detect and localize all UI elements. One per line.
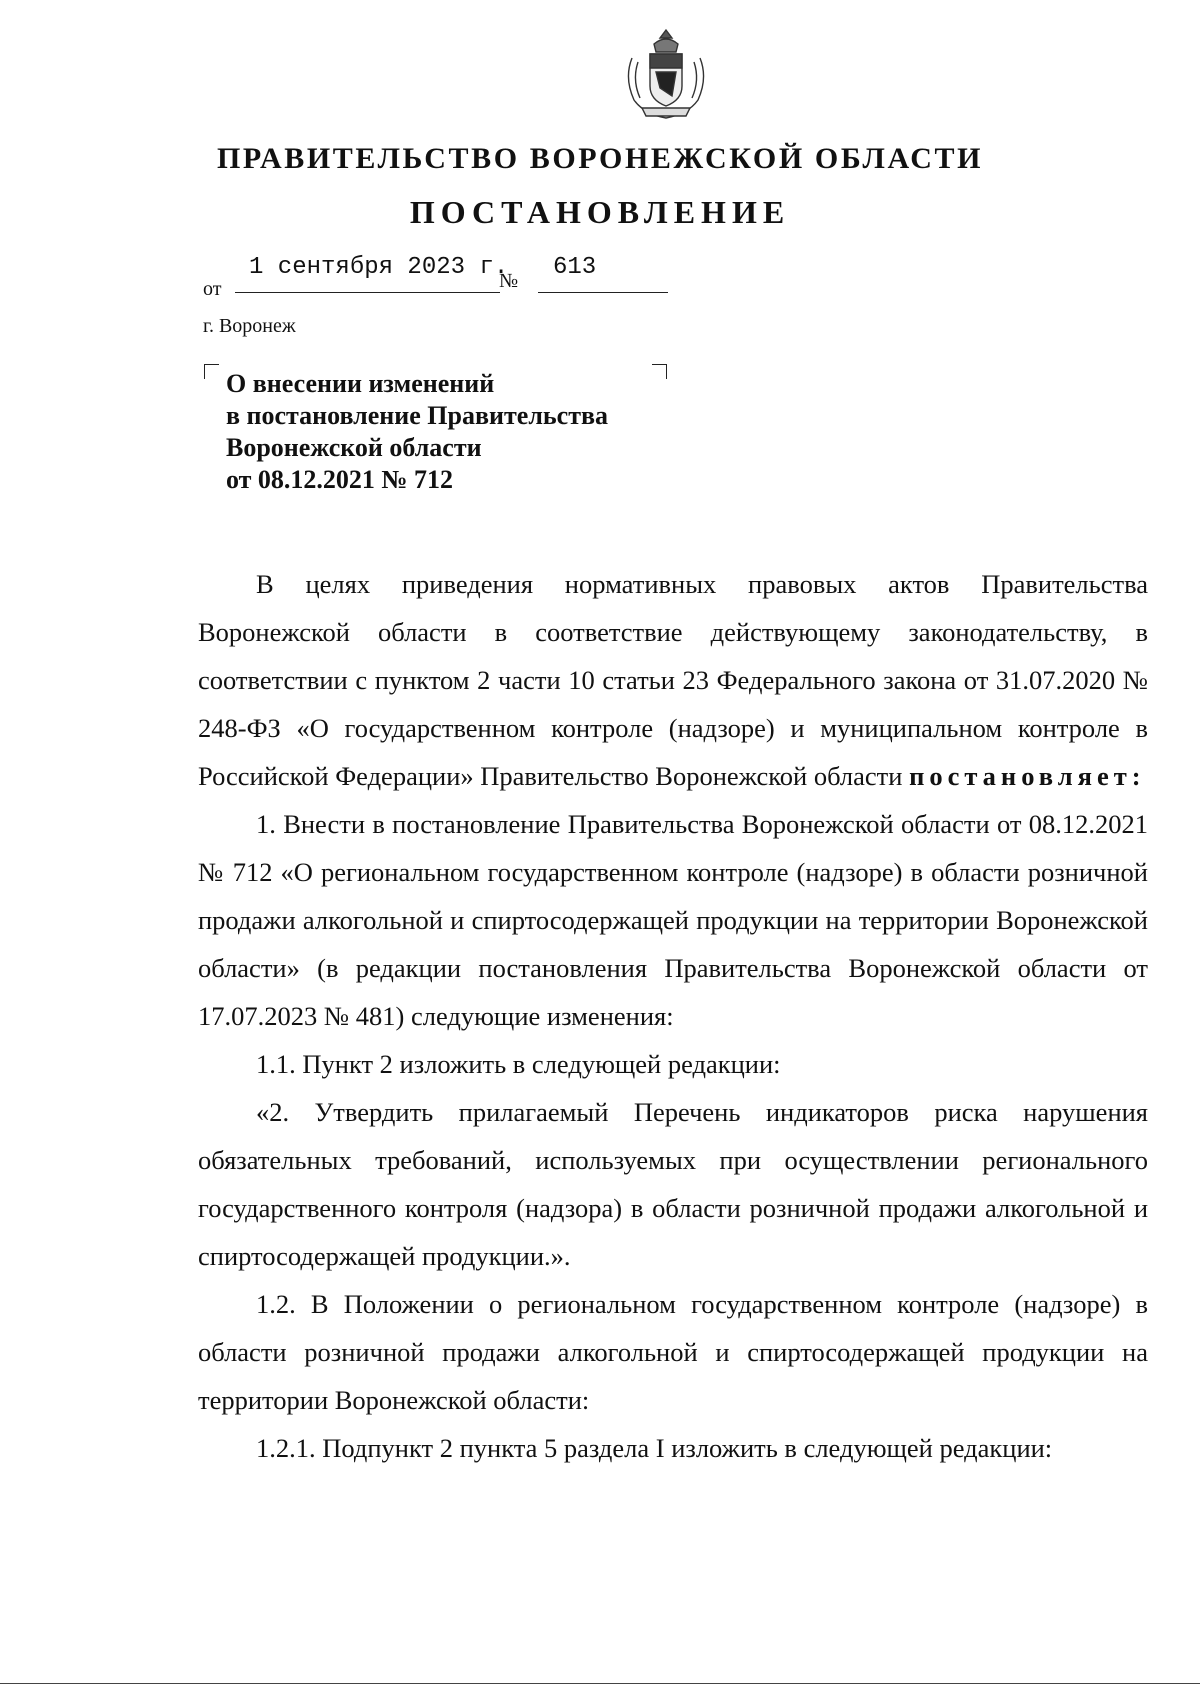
document-body [198, 560, 1148, 1472]
document-number: 613 [553, 254, 597, 281]
paragraph-item-1-2-1: 1.2.1. Подпункт 2 пункта 5 раздела I изложить в следующей редакции: [256, 1433, 1053, 1463]
date-prefix: от [203, 278, 222, 300]
document-type-heading: ПОСТАНОВЛЕНИЕ [409, 194, 791, 230]
voronezh-coat-of-arms-icon [620, 28, 712, 124]
resolution-keyword: постановляет: [909, 761, 1146, 791]
page-bottom-rule [0, 1683, 1200, 1684]
title-line: в постановление Правительства [226, 401, 609, 430]
paragraph-preamble [198, 560, 1148, 800]
paragraph-item-1-2: 1.2. В Положении о региональном государственном контроле (надзоре) в области розничной продажи алкогольной и спиртосодержащей продукции на территории Воронежской области: [198, 1289, 1148, 1415]
title-line: от 08.12.2021 № 712 [226, 465, 454, 494]
document-title [226, 368, 608, 496]
paragraph-quote-2: «2. Утвердить прилагаемый Перечень индикаторов риска нарушения обязательных требований, используемых при осуществлении регионального государственного контроля (надзора) в области розничной продажи алкогольной и спиртосодержащей продукции.». [198, 1097, 1148, 1271]
number-underline [538, 292, 668, 293]
title-corner-right [652, 364, 667, 379]
title-corner-left [204, 364, 219, 379]
preamble-text: В целях приведения нормативных правовых актов Правительства Воронежской области в соответствие действующему законодательству, в соответствии с пунктом 2 части 10 статьи 23 Федерального закона от 31.07.2020 № 248-ФЗ «О государственном контроле (надзоре) и муниципальном контроле в Российской Федерации» Правительство Воронежской области [198, 569, 1148, 791]
paragraph-item-1: 1. Внести в постановление Правительства Воронежской области от 08.12.2021 № 712 «О региональном государственном контроле (надзоре) в области розничной продажи алкогольной и спиртосодержащей продукции на территории Воронежской области» (в редакции постановления Правительства Воронежской области от 17.07.2023 № 481) следующие изменения: [198, 809, 1148, 1031]
city-label: г. Воронеж [203, 315, 296, 337]
organization-name: ПРАВИТЕЛЬСТВО ВОРОНЕЖСКОЙ ОБЛАСТИ [216, 142, 984, 175]
date-underline [235, 292, 500, 293]
title-line: О внесении изменений [226, 369, 495, 398]
paragraph-item-1-1: 1.1. Пункт 2 изложить в следующей редакции: [256, 1049, 781, 1079]
number-prefix: № [499, 270, 519, 292]
title-line: Воронежской области [226, 433, 482, 462]
document-date: 1 сентября 2023 г. [249, 254, 509, 281]
